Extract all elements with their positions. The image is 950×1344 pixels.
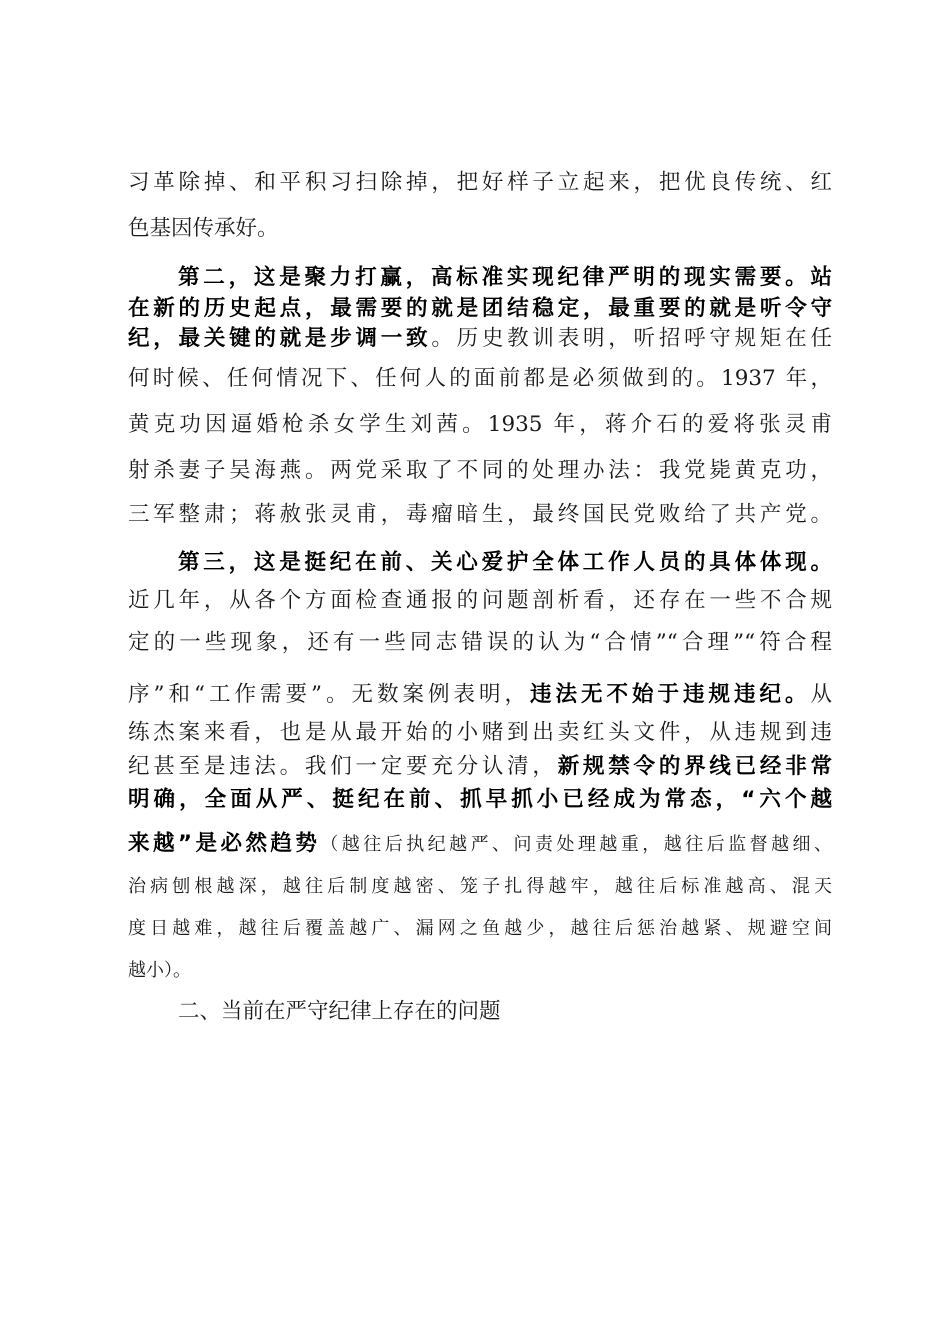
paragraph-line: 习革除掉、和平积习扫除掉，把好样子立起来，把优良传统、红 [128,170,832,195]
section-heading-second: 第二，这是聚力打赢，高标准实现纪律严明的现实需要。站 [178,265,832,290]
paragraph-line: 色基因传承好。 [128,216,279,241]
paragraph-line: 在新的历史起点，最需要的就是团结稳定，最重要的就是听令守 [128,296,832,321]
paragraph-line: 何时候、任何情况下、任何人的面前都是必须做到的。1937 年， [128,366,832,391]
paragraph-line: 治病刨根越深，越往后制度越密、笼子扎得越牢，越往后标准越高、混天 [128,876,832,897]
section-heading-two: 二、当前在严守纪律上存在的问题 [178,999,501,1024]
paragraph-line: 纪，最关键的就是步调一致。历史教训表明，听招呼守规矩在任 [128,326,832,351]
paragraph-line: 序”和“工作需要”。无数案例表明，违法无不始于违规违纪。从 [128,682,832,707]
paragraph-line: 来越”是必然趋势（越往后执纪越严、问责处理越重，越往后监督越细、 [128,831,832,856]
paragraph-line: 黄克功因逼婚枪杀女学生刘茜。1935 年，蒋介石的爱将张灵甫 [128,412,832,437]
paragraph-line: 纪甚至是违法。我们一定要充分认清，新规禁令的界线已经非常 [128,754,832,779]
paragraph-line: 越小）。 [128,960,191,981]
paragraph-line: 三军整肃；蒋赦张灵甫，毒瘤暗生，最终国民党败给了共产党。 [128,502,832,527]
paragraph-line: 近几年，从各个方面检查通报的问题剖析看，还存在一些不合规 [128,588,832,613]
paragraph-line: 度日越难，越往后覆盖越广、漏网之鱼越少，越往后惩治越紧、规避空间 [128,918,832,939]
paragraph-line: 定的一些现象，还有一些同志错误的认为“合情”“合理”“符合程 [128,630,832,655]
paragraph-line: 射杀妻子吴海燕。两党采取了不同的处理办法：我党毙黄克功， [128,458,832,483]
paragraph-line: 练杰案来看，也是从最开始的小赌到出卖红头文件，从违规到违 [128,720,832,745]
paragraph-line: 明确，全面从严、挺纪在前、抓早抓小已经成为常态，“六个越 [128,787,832,812]
section-heading-third: 第三，这是挺纪在前、关心爱护全体工作人员的具体体现。 [178,550,832,575]
